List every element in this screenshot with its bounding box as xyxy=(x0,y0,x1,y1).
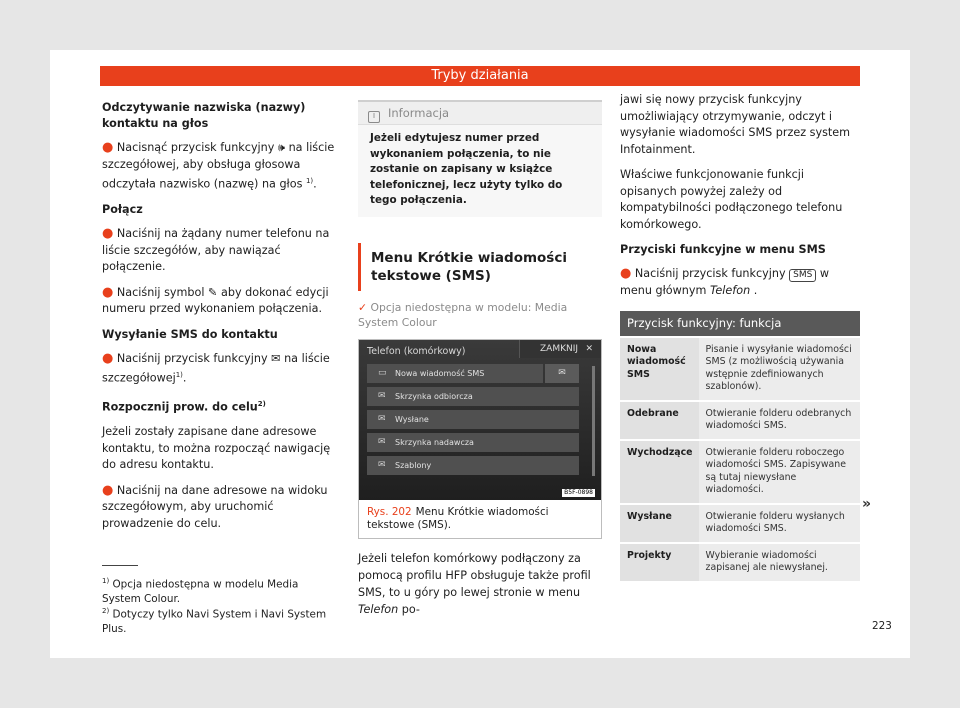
heading-connect: Połącz xyxy=(102,203,143,217)
voice-icon: 🕪 xyxy=(277,141,286,154)
table-header: Przycisk funkcyjny: funkcja xyxy=(620,311,860,337)
column-middle xyxy=(358,100,602,627)
section-title: Menu Krótkie wiadomości tekstowe (SMS) xyxy=(358,243,602,291)
envelope-icon: ✉ xyxy=(378,390,386,401)
paragraph-navigation: Jeżeli zostały zapisane dane adresowe kontaktu, to można rozpocząć nawigację do adresu kontaktu. xyxy=(102,425,331,472)
info-icon: i xyxy=(368,111,380,123)
edit-pen-icon: ✎ xyxy=(208,285,218,299)
info-box xyxy=(358,100,602,217)
table-row: Wychodzące Otwieranie folderu roboczego wiadomości SMS. Zapisywane są tutaj niewysłane wiadomości. xyxy=(620,440,860,504)
heading-navigation: Rozpocznij prow. do celu$^{2)}$ xyxy=(102,400,266,415)
close-icon: ✕ xyxy=(585,343,593,354)
bullet-icon: ● xyxy=(102,350,114,366)
paragraph-compatibility: Właściwe funkcjonowanie funkcji opisanych powyżej zależy od kompatybilności podłączonego telefonu komórkowego. xyxy=(620,168,843,231)
footnote: $^{1)}$ Opcja niedostępna w modelu Media System Colour. xyxy=(102,577,299,606)
envelope-icon: ✉ xyxy=(378,436,386,447)
heading-send-sms: Wysyłanie SMS do kontaktu xyxy=(102,327,278,341)
paragraph-press-sms: ● Naciśnij przycisk funkcyjny SMS w menu głównym Telefon . xyxy=(620,266,830,297)
bullet-icon: ● xyxy=(102,140,114,155)
table-row: Odebrane Otwieranie folderu odebranych wiadomości SMS. xyxy=(620,401,860,440)
message-icon: ▭ xyxy=(378,367,387,378)
function-table xyxy=(620,311,860,581)
option-note: ✓ Opcja niedostępna w modelu: Media System Colour xyxy=(358,300,568,329)
sms-key: SMS xyxy=(789,269,816,282)
screen-menu-item[interactable]: ✉ Wysłane xyxy=(367,410,579,429)
column-right xyxy=(620,92,860,581)
infotainment-screen xyxy=(359,340,601,500)
bullet-icon: ● xyxy=(102,226,114,242)
envelope-icon: ✉ xyxy=(558,367,566,378)
table-row: Projekty Wybieranie wiadomości zapisanej ale niewysłanej. xyxy=(620,543,860,581)
envelope-icon: ✉ xyxy=(378,413,386,424)
bullet-icon: ● xyxy=(102,284,114,300)
table-row: Wysłane Otwieranie folderu wysłanych wiadomości SMS. xyxy=(620,504,860,543)
column-left xyxy=(102,100,340,541)
screen-menu-item[interactable]: ▭ Nowa wiadomość SMS xyxy=(367,364,543,383)
heading-sms-buttons: Przyciski funkcyjne w menu SMS xyxy=(620,243,826,256)
page-number: 223 xyxy=(872,620,892,632)
bullet-icon: ● xyxy=(620,266,632,281)
heading-read-name: Odczytywanie nazwiska (nazwy) kontaktu na głos xyxy=(102,101,306,130)
new-message-side-button[interactable] xyxy=(545,364,579,383)
paragraph-connect: ● Naciśnij na żądany numer telefonu na liście szczegółów, aby nawiązać połączenie. xyxy=(102,226,330,274)
paragraph-start-guidance: ● Naciśnij na dane adresowe na widoku szczegółowym, aby uruchomić prowadzenie do celu. xyxy=(102,482,328,530)
info-header: i Informacja xyxy=(358,102,602,124)
paragraph-read-name: ● Nacisnąć przycisk funkcyjny 🕪 na liście szczegółowej, aby obsługa głosowa odczytała nazwisko (nazwę) na głos $^{1)}$. xyxy=(102,140,335,191)
table-row: Nowa wiadomość SMS Pisanie i wysyłanie wiadomości SMS (z możliwością używania wstępnie zdefiniowanych szablonów). xyxy=(620,337,860,401)
paragraph-edit: ● Naciśnij symbol ✎ aby dokonać edycji numeru przed wykonaniem połączenia. xyxy=(102,284,329,316)
paragraph-hfp: Jeżeli telefon komórkowy podłączony za pomocą profilu HFP obsługuje także profil SMS, to u góry po lewej stronie w menu Telefon po- xyxy=(358,551,591,616)
figure-caption: Rys. 202 Menu Krótkie wiadomości tekstowe (SMS). xyxy=(367,505,549,531)
figure-sms-menu xyxy=(358,339,602,539)
check-icon: ✓ xyxy=(358,300,368,314)
footnote: $^{2)}$ Dotyczy tylko Navi System i Navi System Plus. xyxy=(102,607,327,636)
bullet-icon: ● xyxy=(102,482,114,498)
paragraph-new-button: jawi się nowy przycisk funkcyjny umożliwiający otrzymywanie, odczyt i wysyłanie wiadomości SMS przez system Infotainment. xyxy=(620,93,851,156)
figure-code: B5F-0898 xyxy=(564,488,593,496)
chapter-band: Tryby działania xyxy=(100,66,860,86)
screen-menu-item[interactable]: ✉ Skrzynka odbiorcza xyxy=(367,387,579,406)
info-text: Jeżeli edytujesz numer przed wykonaniem połączenia, to nie zostanie on zapisany w książce telefonicznej, lecz użyty tylko do tego połączenia. xyxy=(358,124,602,217)
continue-arrow: » xyxy=(862,496,872,512)
screen-menu-item[interactable]: ✉ Skrzynka nadawcza xyxy=(367,433,579,452)
close-button[interactable]: ZAMKNIJ ✕ xyxy=(519,340,601,358)
paragraph-send-sms: ● Naciśnij przycisk funkcyjny ✉ na liście szczegółowej$^{1)}$. xyxy=(102,350,330,385)
screen-menu-item[interactable]: ✉ Szablony xyxy=(367,456,579,475)
footnote-divider xyxy=(102,565,138,566)
screen-scrollbar[interactable] xyxy=(592,366,595,476)
envelope-icon: ✉ xyxy=(378,459,386,470)
envelope-icon: ✉ xyxy=(271,351,281,365)
screen-title: Telefon (komórkowy) xyxy=(367,345,466,357)
